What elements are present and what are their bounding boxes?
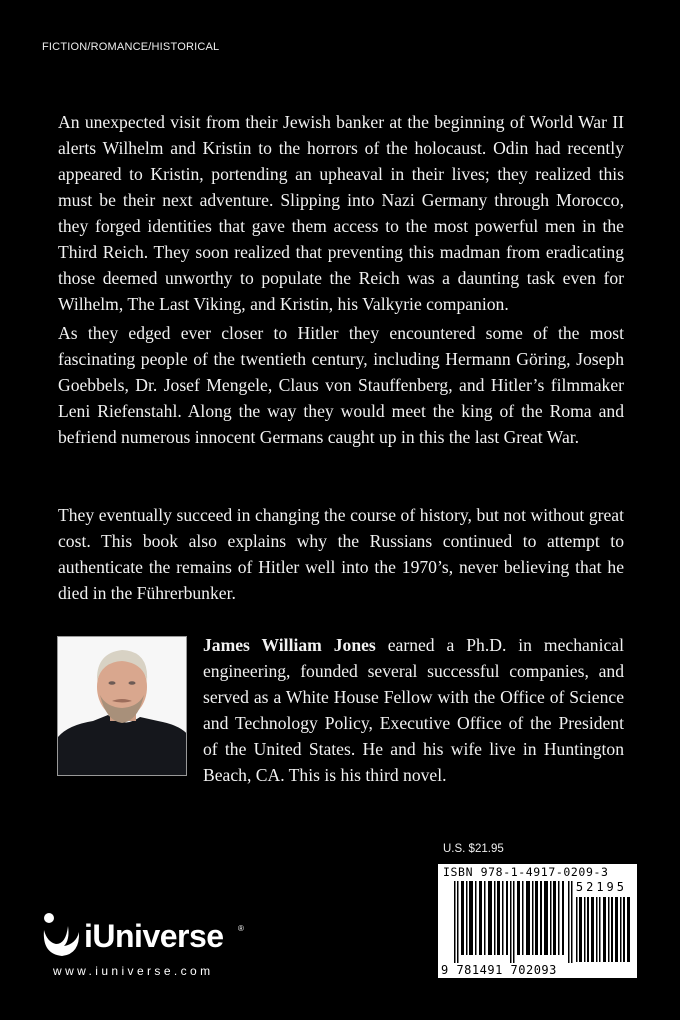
isbn-barcode bbox=[438, 864, 637, 978]
publisher-url: www.iuniverse.com bbox=[53, 964, 214, 978]
blurb-paragraph-3: They eventually succeed in changing the course of history, but not without great cost. This book also explains why the Russians continued to attempt to authenticate the remains of Hitler well into the 1970’s, never believing that he died in the Führerbunker. bbox=[58, 505, 624, 603]
registered-mark: ® bbox=[238, 924, 244, 933]
price-label: U.S. $21.95 bbox=[443, 843, 504, 855]
blurb-paragraph-1: An unexpected visit from their Jewish banker at the beginning of World War II alerts Wilhelm and Kristin to the horrors of the holocaust. Odin had recently appeared to Kristin, portending an upheaval in their lives; they realized this must be their next adventure. Slipping into Nazi Germany through Morocco, they forged identities that gave them access to the most powerful men in the Third Reich. They soon realized that preventing this madman from eradicating those deemed unworthy to populate the Reich was a daunting task even for Wilhelm, The Last Viking, and Kristin, his Valkyrie companion. bbox=[58, 112, 624, 314]
genre-label: FICTION/ROMANCE/HISTORICAL bbox=[42, 41, 220, 53]
isbn-number: ISBN 978-1-4917-0209-3 bbox=[443, 865, 609, 879]
publisher-name: iUniverse bbox=[84, 918, 224, 954]
addon-bars-icon bbox=[576, 897, 632, 962]
barcode-bars-icon bbox=[454, 881, 574, 963]
publisher-logo bbox=[40, 910, 260, 985]
author-bio-text: earned a Ph.D. in mechanical engineering, founded several successful companies, and served as a White House Fellow with the Office of Science and Technology Policy, Executive Office of the President of the United States. He and his wife live in Huntington Beach, CA. This is his third novel. bbox=[203, 635, 624, 785]
author-name: James William Jones bbox=[203, 635, 376, 655]
blurb-paragraph-2: As they edged ever closer to Hitler they encountered some of the most fascinating people of the twentieth century, including Hermann Göring, Joseph Goebbels, Dr. Josef Mengele, Claus von Stauffenberg, and Hitler’s filmmaker Leni Riefenstahl. Along the way they would meet the king of the Roma and befriend numerous innocent Germans caught up in this the last Great War. bbox=[58, 323, 624, 447]
price-code: 52195 bbox=[575, 880, 627, 894]
author-portrait-icon bbox=[58, 637, 187, 776]
iuniverse-logo-icon bbox=[40, 910, 84, 962]
ean-number: 9 781491 702093 bbox=[441, 963, 557, 977]
author-bio bbox=[203, 632, 624, 788]
author-photo bbox=[57, 636, 187, 776]
